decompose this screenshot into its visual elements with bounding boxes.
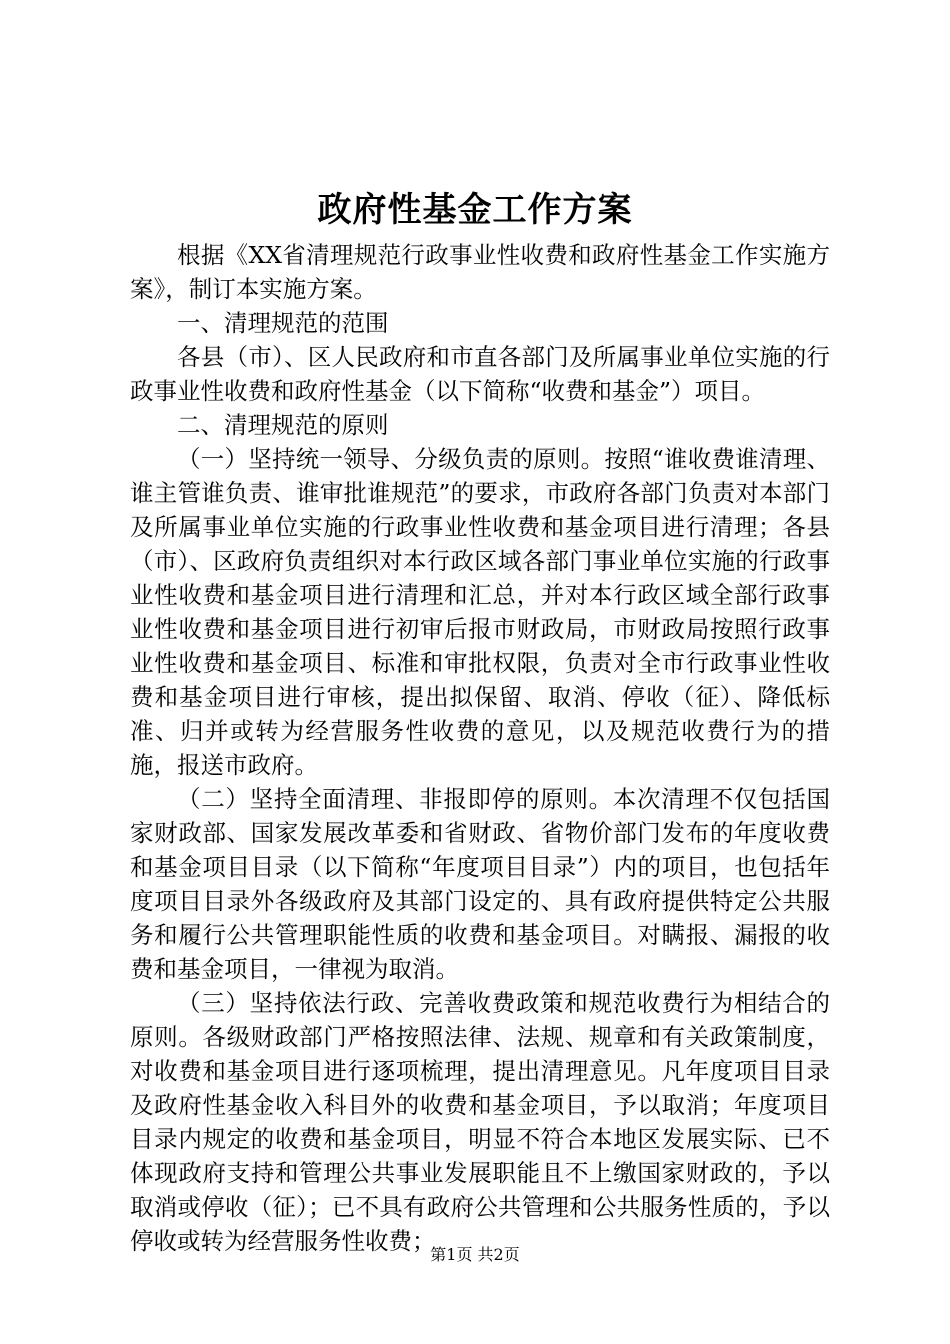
document-title: 政府性基金工作方案 (317, 190, 633, 230)
paragraph-intro: 根据《XX省清理规范行政事业性收费和政府性基金工作实施方案》，制订本实施方案。 (130, 241, 830, 303)
section-heading-scope: 一、清理规范的范围 (177, 309, 389, 337)
paragraph-principle-2: （二）坚持全面清理、非报即停的原则。本次清理不仅包括国家财政部、国家发展改革委和省财政、省物价部门发布的年度收费和基金项目目录（以下简称“年度项目目录”）内的项目，也包括年度项目目录外各级政府及其部门设定的、具有政府提供特定公共服务和履行公共管理职能性质的收费和基金项目。对瞒报、漏报的收费和基金项目，一律视为取消。 (130, 785, 830, 983)
section-heading-principles: 二、清理规范的原则 (177, 411, 389, 439)
page-footer: 第1页 共2页 (430, 1245, 520, 1264)
paragraph-scope: 各县（市）、区人民政府和市直各部门及所属事业单位实施的行政事业性收费和政府性基金（以下简称“收费和基金”）项目。 (130, 343, 830, 405)
paragraph-principle-1: （一）坚持统一领导、分级负责的原则。按照“谁收费谁清理、谁主管谁负责、谁审批谁规范”的要求，市政府各部门负责对本部门及所属事业单位实施的行政事业性收费和基金项目进行清理；各县（市）、区政府负责组织对本行政区域各部门事业单位实施的行政事业性收费和基金项目进行清理和汇总，并对本行政区域全部行政事业性收费和基金项目进行初审后报市财政局，市财政局按照行政事业性收费和基金项目、标准和审批权限，负责对全市行政事业性收费和基金项目进行审核，提出拟保留、取消、停收（征）、降低标准、归并或转为经营服务性收费的意见，以及规范收费行为的措施，报送市政府。 (130, 445, 830, 779)
document-body (130, 238, 830, 1258)
paragraph-principle-3: （三）坚持依法行政、完善收费政策和规范收费行为相结合的原则。各级财政部门严格按照法律、法规、规章和有关政策制度，对收费和基金项目进行逐项梳理，提出清理意见。凡年度项目目录及政府性基金收入科目外的收费和基金项目，予以取消；年度项目目录内规定的收费和基金项目，明显不符合本地区发展实际、已不体现政府支持和管理公共事业发展职能且不上缴国家财政的，予以取消或停收（征）；已不具有政府公共管理和公共服务性质的，予以停收或转为经营服务性收费； (130, 989, 830, 1255)
